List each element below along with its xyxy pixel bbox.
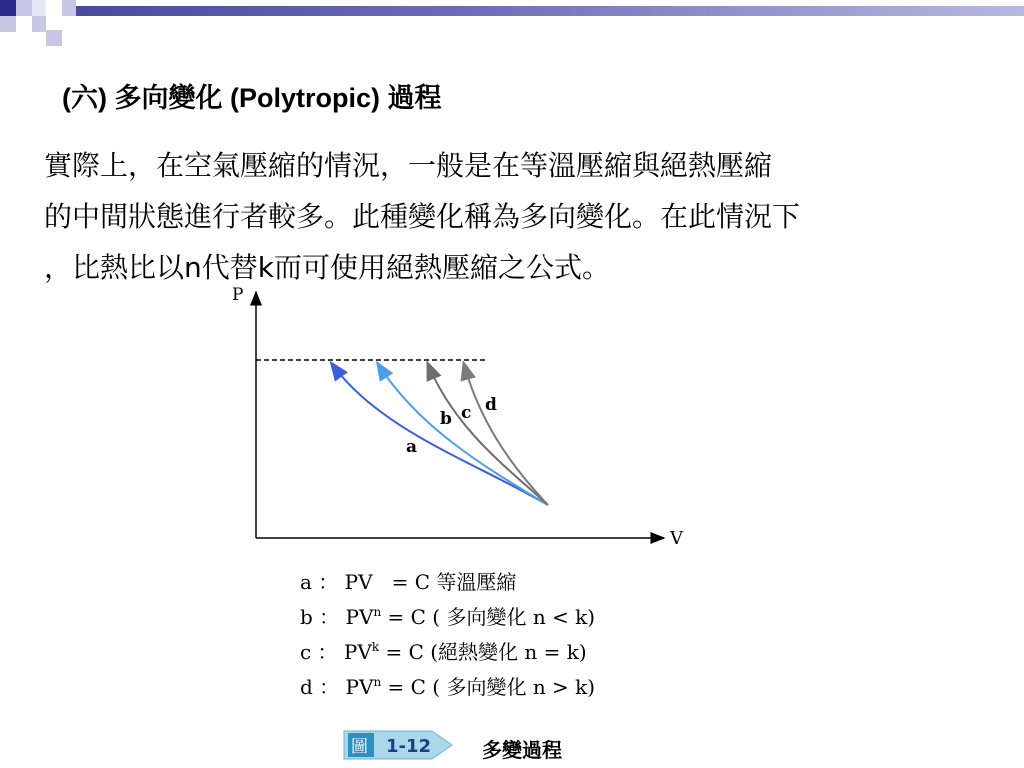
eq-letter: c bbox=[300, 640, 312, 664]
equation-row: c ： $PV^k = C$ (絕熱變化 n = k) bbox=[300, 640, 587, 664]
header-bar bbox=[76, 6, 1024, 16]
eq-lhs: PV bbox=[344, 570, 373, 594]
figure-badge bbox=[340, 729, 458, 761]
figure-title: 多變過程 bbox=[482, 738, 562, 762]
eq-rhs: = C (絕熱變化 n = k) bbox=[385, 640, 587, 664]
curve-a bbox=[332, 364, 548, 505]
equation-row: a ： PV = C 等溫壓縮 bbox=[300, 570, 517, 594]
eq-sup: n bbox=[373, 605, 382, 619]
x-axis-label: V bbox=[670, 528, 683, 549]
eq-lhs: PV bbox=[345, 675, 374, 699]
eq-lhs: PV bbox=[345, 605, 374, 629]
curve-label-d: d bbox=[485, 395, 497, 415]
curve-label-c: c bbox=[461, 403, 472, 423]
eq-letter: a bbox=[300, 570, 312, 594]
slide-paragraph bbox=[44, 140, 984, 293]
eq-rhs: = C ( 多向變化 n < k) bbox=[387, 605, 596, 629]
eq-letter: b bbox=[300, 605, 313, 629]
curve-label-a: a bbox=[406, 437, 418, 457]
figure-badge-prefix: 圖 bbox=[351, 737, 368, 757]
curve-label-b: b bbox=[440, 409, 452, 429]
eq-rhs: = C 等溫壓縮 bbox=[391, 570, 517, 594]
paragraph-line: ，比熱比以n代替k而可使用絕熱壓縮之公式。 bbox=[44, 251, 610, 284]
y-axis-label: P bbox=[232, 285, 244, 305]
eq-rhs: = C ( 多向變化 n > k) bbox=[387, 675, 596, 699]
paragraph-line: 的中間狀態進行者較多。此種變化稱為多向變化。在此情況下 bbox=[44, 200, 801, 233]
eq-lhs: PV bbox=[343, 640, 372, 664]
pv-diagram bbox=[220, 280, 700, 560]
eq-sup: n bbox=[373, 675, 382, 689]
eq-letter: d bbox=[300, 675, 313, 699]
curve-b bbox=[378, 364, 548, 505]
curve-d bbox=[464, 364, 548, 505]
paragraph-line: 實際上，在空氣壓縮的情況，一般是在等溫壓縮與絕熱壓縮 bbox=[44, 149, 773, 182]
eq-sup: k bbox=[371, 640, 380, 654]
equation-row: b ： $PV^n = C$ ( 多向變化 n < k) bbox=[300, 605, 596, 629]
slide-title: (六) 多向變化 (Polytropic) 過程 bbox=[62, 83, 442, 113]
equation-row: d ： $PV^n = C$ ( 多向變化 n > k) bbox=[300, 675, 596, 699]
figure-number: 1-12 bbox=[386, 736, 432, 757]
